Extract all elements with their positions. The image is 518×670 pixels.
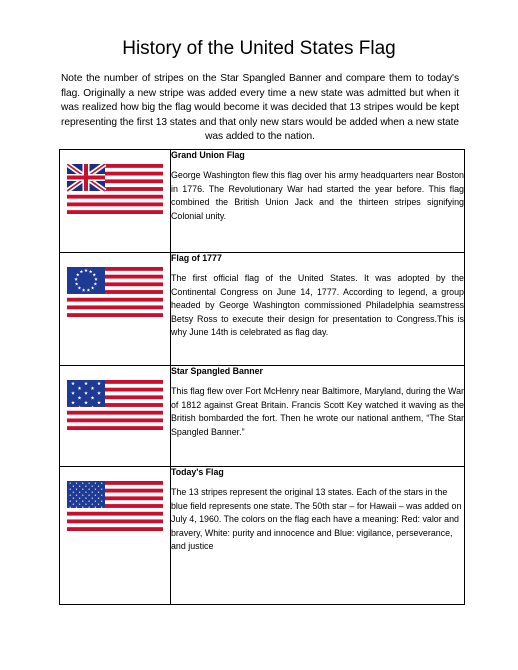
flag-title: Today's Flag [171,467,224,477]
flag-canton [67,481,105,508]
flag-description: This flag flew over Fort McHenry near Baltimore, Maryland, during the War of 1812 against Great Britain. Francis Scott Key watched it waving as the British bombarded the fort. Then he wrote our national anthem, “The Star Spangled Banner.” [171,386,464,437]
flag-stripe [67,418,163,422]
flag-stripe [67,512,163,516]
flag-canton [67,164,105,191]
flag-stripe [67,298,163,302]
flag-text-cell [171,467,465,605]
flag-stripe [67,519,163,523]
flag-canton [67,267,105,294]
flag-canton [67,380,105,409]
flag-image-cell [60,150,171,253]
flag-stripe [67,426,163,430]
flag-title: Star Spangled Banner [171,366,263,376]
flag-description: The 13 stripes represent the original 13 states. Each of the stars in the blue field represents one state. The 50th star – for Hawaii – was added on July 4, 1960. The colors on the flag each have a meaning: Red: valor and bravery, White: purity and innocence and Blue: vigilance, perseverance, and justice [171,487,462,552]
flag-stripe [67,202,163,206]
page-title: History of the United States Flag [122,38,396,59]
flag-of-1777-image [67,267,163,317]
table-row [60,366,465,467]
star-spangled-banner-image [67,380,163,430]
flag-stripe [67,305,163,309]
flag-text-cell [171,366,465,467]
flag-title: Grand Union Flag [171,150,245,160]
table-row [60,467,465,605]
flag-image-cell [60,467,171,605]
flag-text-cell [171,150,465,253]
flag-title: Flag of 1777 [171,253,222,263]
flag-stripe [67,313,163,317]
flag-stripe [67,411,163,415]
flag-text-cell [171,253,465,366]
flag-stripe [67,527,163,531]
flag-image-cell [60,253,171,366]
table-row [60,253,465,366]
flag-stripe [67,195,163,199]
table-row [60,150,465,253]
flag-description: George Washington flew this flag over his army headquarters near Boston in 1776. The Revolutionary War had started the year before. This flag combined the British Union Jack and the thirteen stripes signifying Colonial unity. [171,170,464,221]
flag-stripe [67,210,163,214]
todays-flag-image [67,481,163,531]
flag-history-table [59,149,465,605]
grand-union-flag-image [67,164,163,214]
intro-paragraph: Note the number of stripes on the Star Spangled Banner and compare them to today's flag. Originally a new stripe was added every time a new state was admitted but when it was realized how big the flag would become it was decided that 13 stripes would be kept representing the first 13 states and that only new stars would be added when a new state was added to the nation. [61,73,459,143]
flag-image-cell [60,366,171,467]
flag-description: The first official flag of the United States. It was adopted by the Continental Congress on June 14, 1777. According to legend, a group headed by George Washington commissioned Philadelphia seamstress Betsy Ross to execute their design for presentation to Congress.This is why June 14th is celebrated as flag day. [171,273,464,338]
